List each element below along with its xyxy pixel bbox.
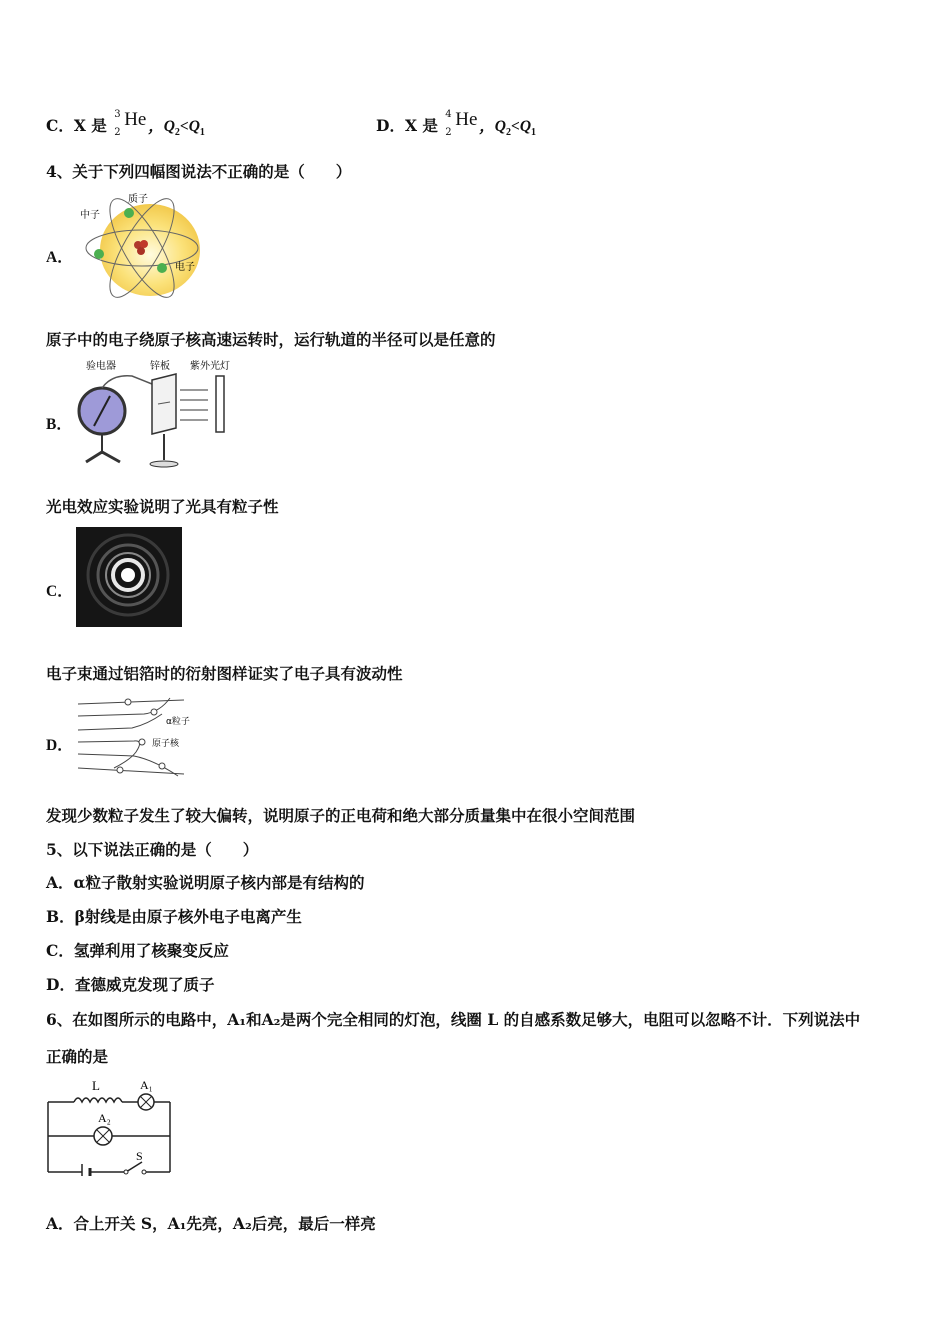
q4-d-label: D． [46,737,73,754]
inductor-coil [74,1098,122,1102]
q5-option-a: A．α粒子散射实验说明原子核内部是有结构的 [46,873,365,892]
proton-label: 质子 [128,194,148,205]
photoelectric-figure [72,356,242,474]
nucleon [137,247,145,255]
zinc-plate-label: 锌板 [150,361,170,372]
lamp-a1-label: A₁ [140,1078,153,1092]
q6-stem-line1: 6、在如图所示的电路中，A₁和A₂是两个完全相同的灯泡，线圈 L 的自感系数足够大，电阻可以忽略不计．下列说法中 [46,1010,861,1029]
electron-label: 电子 [175,262,195,273]
q5-option-c: C．氢弹利用了核聚变反应 [46,941,229,960]
q3-option-d: D．X 是 4 2 He ，$Q_2<Q_1$ [376,109,537,139]
circuit-diagram [44,1076,176,1176]
q4-b-caption: 光电效应实验说明了光具有粒子性 [46,497,279,516]
switch-lever [126,1162,142,1172]
electron-ball [124,208,134,218]
q4-c-label: C． [46,583,73,600]
q4-a-caption: 原子中的电子绕原子核高速运转时，运行轨道的半径可以是任意的 [46,330,496,349]
electroscope-label: 验电器 [86,361,116,372]
q6-stem-line2: 正确的是 [46,1047,109,1066]
inductor-label: L [92,1078,100,1093]
electron-ball [157,263,167,273]
electron-ball [94,249,104,259]
lamp-a2-label: A₂ [98,1111,111,1125]
diffraction-pattern-figure [76,527,182,627]
atom-model-figure [72,190,202,300]
nucleus-label: 原子核 [152,739,180,749]
alpha-particle-label: α粒子 [166,717,190,727]
nucleus-dot [139,739,145,745]
helium-3-notation: 3 2 He [114,109,147,138]
q4-b-label: B． [46,416,72,433]
uv-lamp [216,376,224,432]
alpha-scattering-figure [74,694,194,778]
uv-lamp-label: 紫外光灯 [190,361,230,372]
q5-stem: 5、以下说法正确的是（ ） [46,840,259,859]
q3-option-c: C．X 是 3 2 He ，$Q_2<Q_1$ [46,109,205,139]
lamp-a1 [138,1094,154,1110]
nucleon [140,240,148,248]
atom-glow [100,204,200,296]
q5-option-b: B．β射线是由原子核外电子电离产生 [46,907,302,926]
neutron-label: 中子 [80,210,100,221]
q4-stem: 4、关于下列四幅图说法不正确的是（ ） [46,162,352,181]
lamp-a2 [94,1127,112,1145]
q6-option-a: A．合上开关 S，A₁先亮，A₂后亮，最后一样亮 [46,1214,376,1233]
switch-label: S [136,1149,143,1163]
helium-4-notation: 4 2 He [445,109,478,138]
zinc-plate [152,374,176,434]
q4-d-caption: 发现少数粒子发生了较大偏转，说明原子的正电荷和绝大部分质量集中在很小空间范围 [46,806,636,825]
q5-option-d: D．查德威克发现了质子 [46,975,215,994]
q4-c-caption: 电子束通过铝箔时的衍射图样证实了电子具有波动性 [46,664,403,683]
q4-a-label: A． [46,249,73,266]
